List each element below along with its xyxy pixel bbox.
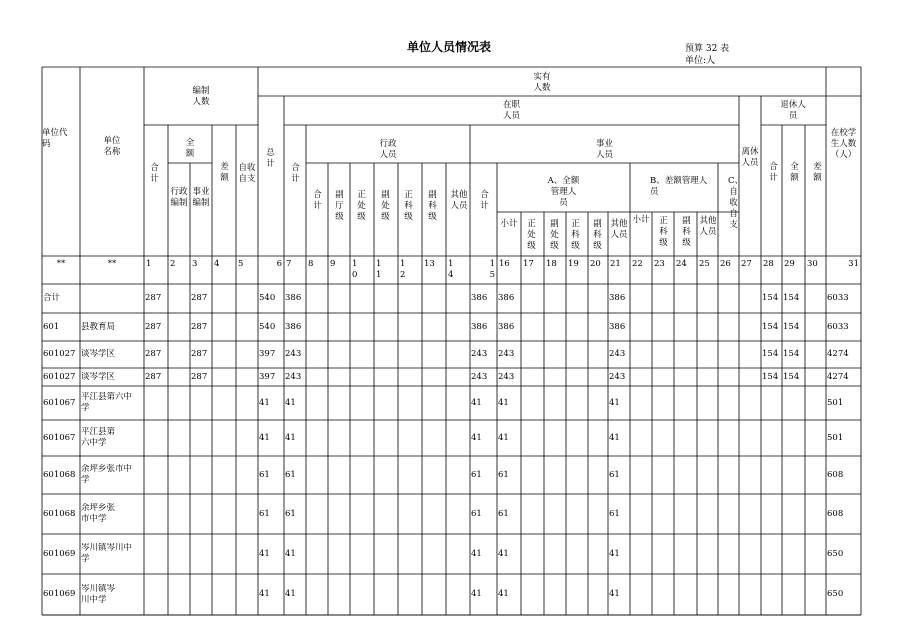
value-cell-c16: 41 (498, 589, 509, 599)
header-a-quan-e: A、全额 管理人 员 (547, 176, 580, 208)
unit-code-cell: 601027 (43, 371, 76, 382)
value-cell-c21: 243 (609, 349, 626, 359)
header-zishou: 自收 自支 (238, 163, 256, 184)
value-cell-c15: 386 (471, 321, 488, 332)
value-cell-c3: 287 (191, 371, 208, 382)
header-bianzhi: 编制 人数 (192, 86, 210, 107)
form-number: 预算 32 表 (685, 44, 730, 54)
header-sy-total: 合 计 (480, 190, 489, 211)
value-cell-c6: 397 (259, 349, 276, 359)
unit-name-cell: 岑川镇岑 川中学 (81, 583, 116, 605)
header-shiye-bz: 事业 编制 (192, 187, 210, 208)
value-cell-c1: 287 (145, 349, 162, 359)
value-cell-c7: 61 (285, 469, 296, 480)
unit-name-cell: 谈岑学区 (81, 371, 116, 382)
header-zong-ji: 总 计 (266, 148, 275, 169)
value-cell-c1: 287 (145, 371, 162, 382)
value-cell-c21: 41 (609, 589, 620, 599)
column-number-cell: 1 0 (352, 259, 358, 280)
unit-code-cell: 601068 (43, 469, 76, 480)
header-zaizhi: 在职 人员 (502, 100, 520, 121)
value-cell-c7: 61 (285, 508, 296, 519)
header-bz-total: 合 计 (150, 163, 159, 184)
column-number-cell: 4 (214, 259, 220, 269)
column-number-cell: 1 1 (376, 259, 382, 280)
header-shiyou: 实有 人数 (533, 72, 551, 93)
column-number-cell: 1 5 (489, 259, 495, 280)
column-number-cell: 18 (546, 259, 557, 269)
value-cell-c29: 154 (783, 371, 800, 382)
column-number-cell: 27 (741, 259, 752, 269)
value-cell-c31: 4274 (827, 371, 849, 382)
header-zheng-chu: 正 处 级 (357, 190, 366, 222)
unit-name-cell: 岑川镇岑川中 学 (81, 543, 133, 564)
value-cell-c21: 41 (609, 432, 620, 443)
value-cell-c21: 41 (609, 548, 620, 559)
column-number-cell: 24 (676, 259, 687, 269)
column-number-cell: 3 (192, 259, 198, 269)
value-cell-c7: 41 (285, 589, 296, 599)
value-cell-c16: 386 (498, 321, 515, 332)
value-cell-c16: 243 (498, 349, 515, 359)
value-cell-c15: 61 (471, 469, 482, 480)
value-cell-c6: 540 (259, 293, 276, 303)
header-unit-name: 单位 名称 (103, 136, 121, 157)
value-cell-c15: 61 (471, 508, 482, 519)
value-cell-c7: 243 (285, 371, 302, 382)
header-tx-total: 合 计 (769, 162, 778, 183)
header-tuixiu: 退休人 员 (780, 100, 806, 121)
value-cell-c16: 61 (498, 469, 509, 480)
unit-name-cell: 余坪乡张 市中学 (81, 503, 116, 524)
header-a-xiaoji: 小计 (500, 219, 518, 229)
header-xz-total: 合 计 (313, 190, 322, 211)
column-number-cell: 5 (238, 259, 244, 269)
unit-code-cell: 601067 (43, 397, 76, 408)
unit-code-cell: 601027 (43, 349, 76, 359)
value-cell-c15: 41 (471, 432, 482, 443)
unit-name-cell: 平江县第 六中学 (81, 427, 116, 448)
value-cell-c31: 650 (827, 589, 844, 599)
header-a-qita: 其他 人员 (610, 219, 628, 240)
value-cell-c6: 397 (259, 371, 276, 382)
value-cell-c31: 501 (827, 432, 844, 443)
value-cell-c15: 41 (471, 589, 482, 599)
value-cell-c31: 501 (827, 397, 844, 408)
header-b-zheng-ke: 正 科 级 (659, 216, 668, 248)
unit-name-cell: 县教育局 (81, 321, 116, 332)
column-number-cell: 1 4 (448, 259, 454, 280)
value-cell-c15: 243 (471, 349, 488, 359)
column-number-cell: 31 (848, 259, 859, 269)
header-zz-total: 合 计 (291, 163, 300, 184)
header-cha-e: 差 额 (220, 162, 229, 183)
value-cell-c21: 243 (609, 371, 626, 382)
header-b-cha-e: B、差额管理人 员 (650, 176, 708, 197)
value-cell-c15: 243 (471, 371, 488, 382)
column-number-cell: 8 (308, 259, 314, 269)
unit-code-cell: 601069 (43, 589, 76, 599)
value-cell-c28: 154 (762, 321, 779, 332)
column-number-cell: 23 (654, 259, 665, 269)
header-a-zheng-ke: 正 科 级 (571, 219, 580, 251)
header-shiye-ry: 事业 人员 (595, 139, 613, 160)
header-students: 在校学 生人数 （人） (830, 128, 857, 160)
value-cell-c3: 287 (191, 349, 208, 359)
column-number-cell: 25 (699, 259, 710, 269)
header-b-qita: 其他 人员 (699, 216, 717, 237)
unit-label: 单位:人 (685, 56, 716, 66)
column-number-cell: 20 (590, 259, 601, 269)
value-cell-c7: 41 (285, 432, 296, 443)
value-cell-c15: 41 (471, 548, 482, 559)
value-cell-c16: 41 (498, 397, 509, 408)
column-number-cell: 30 (807, 259, 818, 269)
column-number-cell: 1 (146, 259, 152, 269)
value-cell-c7: 41 (285, 548, 296, 559)
value-cell-c7: 386 (285, 293, 302, 303)
value-cell-c29: 154 (783, 293, 800, 303)
unit-code-cell: 601068 (43, 508, 76, 519)
value-cell-c1: 287 (145, 293, 162, 303)
value-cell-c31: 608 (827, 508, 844, 519)
unit-code-cell: 601069 (43, 548, 76, 559)
value-cell-c28: 154 (762, 293, 779, 303)
value-cell-c1: 287 (145, 321, 162, 332)
value-cell-c6: 540 (259, 321, 276, 332)
header-lixiu: 离休 人员 (741, 147, 759, 168)
header-qita: 其他 人员 (450, 190, 468, 211)
value-cell-c6: 41 (259, 548, 270, 559)
column-number-cell: 13 (424, 259, 435, 269)
column-number-cell: 17 (523, 259, 534, 269)
value-cell-c21: 61 (609, 508, 620, 519)
value-cell-c16: 386 (498, 293, 515, 303)
page-title: 单位人员情况表 (406, 40, 491, 54)
value-cell-c16: 61 (498, 508, 509, 519)
value-cell-c21: 386 (609, 293, 626, 303)
column-number-cell: 19 (568, 259, 579, 269)
column-number-cell: 1 2 (400, 259, 406, 280)
column-number-cell: 7 (286, 259, 292, 269)
header-xingzheng-ry: 行政 人员 (379, 139, 397, 160)
header-xingzheng-bz: 行政 编制 (170, 187, 188, 208)
value-cell-c6: 41 (259, 589, 270, 599)
value-cell-c6: 61 (259, 508, 270, 519)
value-cell-c3: 287 (191, 321, 208, 332)
value-cell-c21: 386 (609, 321, 626, 332)
value-cell-c6: 61 (259, 469, 270, 480)
header-fu-ke: 副 科 级 (428, 190, 437, 222)
column-number-cell: 22 (632, 259, 643, 269)
value-cell-c15: 41 (471, 397, 482, 408)
value-cell-c7: 41 (285, 397, 296, 408)
value-cell-c31: 608 (827, 469, 844, 480)
unit-name-cell: 平江县第六中 学 (81, 392, 133, 413)
value-cell-c31: 4274 (827, 349, 849, 359)
column-number-cell: 16 (499, 259, 510, 269)
column-number-cell: 26 (720, 259, 731, 269)
header-unit-code: 单位代 码 (42, 128, 68, 149)
column-number-cell: ** (56, 259, 66, 269)
column-number-cell: 29 (784, 259, 795, 269)
value-cell-c16: 41 (498, 548, 509, 559)
unit-code-cell: 合计 (43, 293, 61, 303)
header-zheng-ke: 正 科 级 (404, 190, 413, 222)
value-cell-c31: 650 (827, 548, 844, 559)
column-number-cell: 28 (763, 259, 774, 269)
column-number-cell: 6 (276, 259, 282, 269)
header-tx-cha-e: 差 额 (813, 162, 822, 183)
unit-code-cell: 601 (43, 321, 60, 332)
column-number-cell: 9 (330, 259, 336, 269)
value-cell-c16: 243 (498, 371, 515, 382)
header-b-fu-ke: 副 科 级 (682, 216, 691, 248)
value-cell-c28: 154 (762, 371, 779, 382)
value-cell-c28: 154 (762, 349, 779, 359)
header-a-fu-ke: 副 科 级 (593, 219, 602, 251)
value-cell-c3: 287 (191, 293, 208, 303)
value-cell-c31: 6033 (827, 321, 849, 332)
column-number-cell: ** (107, 259, 117, 269)
value-cell-c16: 41 (498, 432, 509, 443)
value-cell-c15: 386 (471, 293, 488, 303)
header-fu-ting: 副 厅 级 (335, 190, 344, 222)
value-cell-c21: 41 (609, 397, 620, 408)
value-cell-c31: 6033 (827, 293, 849, 303)
value-cell-c21: 61 (609, 469, 620, 480)
column-number-cell: 2 (170, 259, 176, 269)
value-cell-c7: 243 (285, 349, 302, 359)
header-quan-e: 全 额 (185, 138, 195, 159)
unit-code-cell: 601067 (43, 432, 76, 443)
header-fu-chu: 副 处 级 (381, 190, 390, 222)
header-b-xiaoji: 小计 (632, 215, 650, 225)
value-cell-c29: 154 (783, 321, 800, 332)
column-number-cell: 21 (610, 259, 621, 269)
header-a-fu-chu: 副 处 级 (550, 219, 559, 251)
value-cell-c6: 41 (259, 397, 270, 408)
header-tx-quan-e: 全 额 (790, 162, 799, 183)
unit-name-cell: 余坪乡张市中 学 (81, 464, 133, 485)
header-a-zheng-chu: 正 处 级 (527, 219, 536, 251)
value-cell-c7: 386 (285, 321, 302, 332)
unit-name-cell: 谈岑学区 (81, 349, 116, 359)
header-c-zishou: C、 自 收 自 支 (728, 176, 744, 230)
value-cell-c29: 154 (783, 349, 800, 359)
value-cell-c6: 41 (259, 432, 270, 443)
